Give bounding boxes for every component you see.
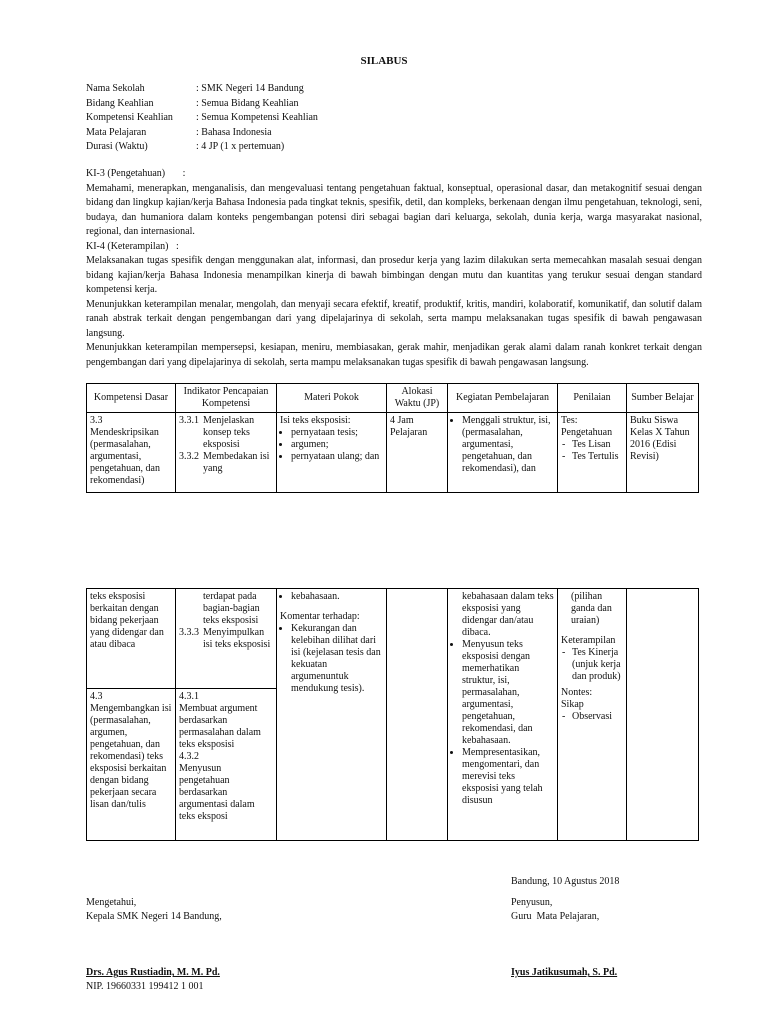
keterampilan-list	[561, 647, 623, 683]
identity-value: : 4 JP (1 x pertemuan)	[196, 141, 285, 152]
signature-date: Bandung, 10 Agustus 2018	[511, 876, 620, 887]
identity-value: : SMK Negeri 14 Bandung	[196, 83, 304, 94]
kd-cell	[87, 689, 176, 841]
indikator-cell	[176, 689, 277, 841]
keterampilan-item: - Tes Kinerja (unjuk kerja dan produk)	[572, 647, 623, 683]
keterampilan-heading: Keterampilan	[561, 635, 616, 646]
identity-row	[86, 140, 318, 155]
signature-left-line1: Mengetahui,	[86, 897, 137, 908]
header-indikator: Indikator Pencapaian Kompetensi	[176, 384, 277, 413]
ki-section	[86, 167, 702, 370]
ki4-paragraph: Menunjukkan keterampilan menalar, mengolah, dan menyaji secara efektif, kreatif, produktif, kritis, mandiri, kolaboratif, komunikatif, dan solutif dalam ranah abstrak terkait dengan pengembangan dari yang dipelajarinya di sekolah, serta mampu melaksanakan tugas spesifik di bawah pengawasan langsung.	[86, 298, 702, 339]
kegiatan-cell	[448, 413, 558, 493]
penilaian-item: - Tes Lisan	[572, 439, 623, 451]
header-kegiatan: Kegiatan Pembelajaran	[448, 384, 558, 413]
identity-label: Mata Pelajaran	[86, 126, 147, 138]
signature-right-line2: Guru Mata Pelajaran,	[511, 911, 600, 922]
signature-right-name-block	[511, 966, 617, 980]
materi-list	[280, 591, 383, 603]
nontes-list	[561, 711, 623, 723]
materi-item: • pernyataan ulang; dan	[291, 451, 383, 463]
indikator-number: 4.3.1	[179, 691, 199, 702]
kegiatan-item: • Menggali struktur, isi,(permasalahan, argumentasi, pengetahuan, dan rekomendasi), dan	[462, 415, 554, 475]
nontes-item: - Observasi	[572, 711, 623, 723]
identity-row	[86, 126, 318, 141]
nontes-heading: Nontes:	[561, 687, 593, 698]
signature-left-name: Drs. Agus Rustiadin, M. M. Pd.	[86, 967, 220, 978]
sumber-cell	[627, 589, 699, 841]
materi-heading: Isi teks eksposisi:	[280, 415, 351, 426]
signature-left-name-block	[86, 966, 220, 994]
indikator-text: Menyusun pengetahuan berdasarkan argumentasi dalam teks eksposi	[179, 763, 255, 822]
alokasi-cell	[387, 589, 448, 841]
indikator-text: Menjelaskan konsep teks eksposisi	[203, 415, 255, 450]
signature-left-nip: NIP. 19660331 199412 1 001	[86, 981, 204, 992]
identity-value: : Semua Bidang Keahlian	[196, 97, 299, 109]
indikator-number: 4.3.2	[179, 751, 199, 762]
materi-item: • kebahasaan.	[291, 591, 383, 603]
komentar-item: • Kekurangan dan kelebihan dilihat dari isi (kejelasan tesis dan kekuatan argumenuntuk mendukung tesis).	[291, 623, 383, 695]
ki3-heading: KI-3 (Pengetahuan) :	[86, 168, 186, 179]
kd-number: 4.3	[90, 691, 103, 702]
syllabus-table-page2	[86, 588, 699, 841]
kd-text: Mendeskripsikan (permasalahan, argumentasi, pengetahuan, dan rekomendasi)	[90, 427, 160, 486]
penilaian-text: (pilihan ganda dan uraian)	[571, 591, 612, 626]
nontes-subheading: Sikap	[561, 699, 584, 710]
identity-label: Bidang Keahlian	[86, 97, 154, 109]
header-sumber-belajar: Sumber Belajar	[627, 384, 699, 413]
materi-cell	[277, 589, 387, 841]
indikator-number: 3.3.1	[179, 415, 199, 426]
sumber-cell: Buku Siswa Kelas X Tahun 2016 (Edisi Revisi)	[627, 413, 699, 493]
identity-block	[86, 82, 318, 155]
kd-text: Mengembangkan isi (permasalahan, argumen, pengetahuan, dan rekomendasi) teks eksposisi berkaitan dengan bidang pekerjaan secara lisan dan/tulis	[90, 703, 172, 810]
identity-row	[86, 82, 318, 97]
identity-row	[86, 111, 318, 126]
komentar-heading: Komentar terhadap:	[280, 611, 360, 622]
header-penilaian: Penilaian	[558, 384, 627, 413]
header-alokasi-waktu: Alokasi Waktu (JP)	[387, 384, 448, 413]
materi-list	[280, 427, 383, 463]
kegiatan-text: kebahasaan dalam teks eksposisi yang didengar dan/atau dibaca.	[462, 591, 554, 638]
indikator-text: Menyimpulkan isi teks eksposisi	[203, 627, 271, 650]
header-materi-pokok: Materi Pokok	[277, 384, 387, 413]
penilaian-item: - Tes Tertulis	[572, 451, 623, 463]
ki3-text: Memahami, menerapkan, menganalisis, dan mengevaluasi tentang pengetahuan faktual, konseptual, operasional dasar, dan metakognitif sesuai dengan bidang dan lingkup kajian/kerja Bahasa Indonesia pada tingkat teknis, spesifik, detil, dan kompleks, berkenaan dengan ilmu pengetahuan, teknologi, seni, budaya, dan humaniora dalam konteks pengembangan potensi diri sebagai bagian dari keluarga, sekolah, dunia kerja, warga masyarakat nasional, regional, dan internasional.	[86, 182, 702, 237]
kegiatan-list	[451, 415, 554, 475]
document-title: SILABUS	[360, 55, 408, 67]
materi-item: • pernyataan tesis;	[291, 427, 383, 439]
indikator-text: Membedakan isi yang	[203, 451, 270, 474]
indikator-cell	[176, 589, 277, 689]
kegiatan-list	[451, 639, 554, 807]
komentar-list	[280, 623, 383, 695]
penilaian-cell	[558, 413, 627, 493]
indikator-text: Membuat argument berdasarkan permasalahan dalam teks eksposisi	[179, 703, 261, 750]
syllabus-table-page1	[86, 383, 699, 493]
signature-right-name: Iyus Jatikusumah, S. Pd.	[511, 967, 618, 978]
indikator-number: 3.3.2	[179, 451, 199, 462]
signature-left	[86, 896, 222, 924]
materi-item: • argumen;	[291, 439, 383, 451]
penilaian-list	[561, 439, 623, 463]
penilaian-heading: Tes:	[561, 415, 578, 426]
identity-label: Nama Sekolah	[86, 83, 145, 94]
kd-cell: teks eksposisi berkaitan dengan bidang pekerjaan yang didengar dan atau dibaca	[87, 589, 176, 689]
signature-right	[511, 896, 599, 924]
kd-number: 3.3	[90, 415, 103, 426]
indikator-number: 3.3.3	[179, 627, 199, 638]
ki4-heading: KI-4 (Keterampilan) :	[86, 240, 179, 252]
identity-label: Kompetensi Keahlian	[86, 112, 173, 123]
penilaian-cell	[558, 589, 627, 841]
identity-label: Durasi (Waktu)	[86, 141, 148, 152]
kegiatan-cell	[448, 589, 558, 841]
penilaian-subheading: Pengetahuan	[561, 427, 613, 438]
indikator-text: terdapat pada bagian-bagian teks eksposisi	[203, 591, 260, 626]
kegiatan-item: • Mempresentasikan, mengomentari, dan merevisi teks eksposisi yang telah disusun	[462, 747, 554, 807]
header-kompetensi-dasar: Kompetensi Dasar	[87, 384, 176, 413]
materi-cell	[277, 413, 387, 493]
identity-value: : Bahasa Indonesia	[196, 126, 272, 138]
alokasi-cell: 4 Jam Pelajaran	[387, 413, 448, 493]
ki4-paragraph: Melaksanakan tugas spesifik dengan menggunakan alat, informasi, dan prosedur kerja yang lazim dilakukan serta memecahkan masalah sesuai dengan bidang kajian/kerja Bahasa Indonesia menampilkan kinerja di bawah bimbingan dengan mutu dan kuantitas yang terukur sesuai dengan standard kompetensi kerja.	[86, 255, 702, 295]
indikator-cell	[176, 413, 277, 493]
signature-right-line1: Penyusun,	[511, 897, 553, 908]
kegiatan-item: • Menyusun teks eksposisi dengan memerhatikan struktur, isi, permasalahan, argumentasi, pengetahuan, rekomendasi, dan kebahasaan.	[462, 639, 554, 747]
ki4-paragraph: Menunjukkan keterampilan mempersepsi, kesiapan, meniru, membiasakan, gerak mahir, menjadikan gerak alami dalam ranah konkret terkait dengan pengembangan dari yang dipelajarinya di sekolah, serta mampu melaksanakan tugas spesifik di bawah pengawasan langsung.	[86, 342, 702, 368]
signature-left-line2: Kepala SMK Negeri 14 Bandung,	[86, 911, 222, 922]
identity-row	[86, 97, 318, 112]
kd-cell	[87, 413, 176, 493]
identity-value: : Semua Kompetensi Keahlian	[196, 112, 318, 123]
